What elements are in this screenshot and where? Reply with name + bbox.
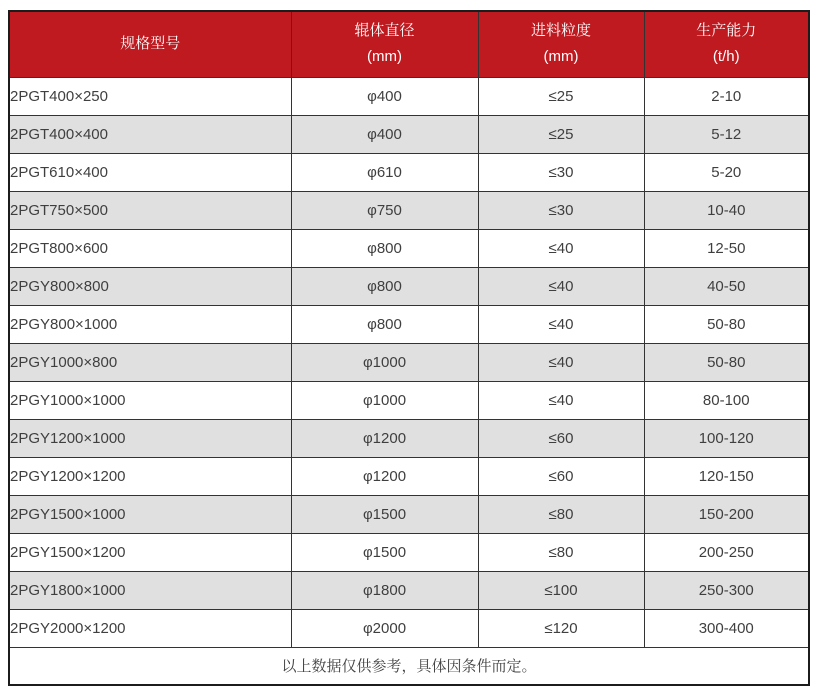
cell-feed-size: ≤60 [478, 419, 644, 457]
table-row [9, 419, 809, 457]
cell-roller-diameter: φ800 [291, 267, 478, 305]
cell-feed-size: ≤30 [478, 191, 644, 229]
col-header-capacity-unit: (t/h) [712, 48, 740, 66]
col-header-roller-diameter-unit: (mm) [367, 48, 402, 66]
cell-model: 2PGY1000×800 [9, 343, 291, 381]
col-header-feed-size [478, 11, 644, 77]
table-row [9, 191, 809, 229]
table-row [9, 533, 809, 571]
cell-model: 2PGT400×250 [9, 77, 291, 115]
cell-feed-size: ≤120 [478, 609, 644, 647]
cell-roller-diameter: φ2000 [291, 609, 478, 647]
cell-roller-diameter: φ1200 [291, 419, 478, 457]
spec-table [8, 10, 810, 686]
cell-capacity: 50-80 [644, 305, 809, 343]
cell-roller-diameter: φ1000 [291, 343, 478, 381]
cell-roller-diameter: φ1000 [291, 381, 478, 419]
cell-capacity: 300-400 [644, 609, 809, 647]
cell-capacity: 5-20 [644, 153, 809, 191]
cell-feed-size: ≤25 [478, 77, 644, 115]
cell-model: 2PGT400×400 [9, 115, 291, 153]
table-row [9, 267, 809, 305]
cell-model: 2PGY2000×1200 [9, 609, 291, 647]
table-row [9, 571, 809, 609]
cell-roller-diameter: φ610 [291, 153, 478, 191]
cell-model: 2PGT750×500 [9, 191, 291, 229]
cell-feed-size: ≤100 [478, 571, 644, 609]
cell-feed-size: ≤60 [478, 457, 644, 495]
table-row [9, 115, 809, 153]
cell-capacity: 5-12 [644, 115, 809, 153]
cell-model: 2PGT610×400 [9, 153, 291, 191]
cell-feed-size: ≤40 [478, 305, 644, 343]
cell-roller-diameter: φ1500 [291, 495, 478, 533]
cell-roller-diameter: φ750 [291, 191, 478, 229]
cell-feed-size: ≤80 [478, 495, 644, 533]
cell-model: 2PGY1500×1200 [9, 533, 291, 571]
cell-feed-size: ≤40 [478, 229, 644, 267]
cell-model: 2PGY1200×1000 [9, 419, 291, 457]
cell-model: 2PGY1800×1000 [9, 571, 291, 609]
footer-note: 以上数据仅供参考，具体因条件而定。 [9, 647, 809, 685]
cell-model: 2PGY800×1000 [9, 305, 291, 343]
col-header-feed-size-label: 进料粒度 [530, 22, 591, 40]
cell-model: 2PGT800×600 [9, 229, 291, 267]
table-row [9, 381, 809, 419]
cell-roller-diameter: φ1800 [291, 571, 478, 609]
col-header-feed-size-unit: (mm) [543, 48, 579, 66]
cell-capacity: 200-250 [644, 533, 809, 571]
table-row [9, 343, 809, 381]
footer-row [9, 647, 809, 685]
col-header-model-label: 规格型号 [120, 35, 181, 53]
cell-roller-diameter: φ1200 [291, 457, 478, 495]
cell-capacity: 80-100 [644, 381, 809, 419]
table-row [9, 457, 809, 495]
header-row [9, 11, 809, 77]
col-header-capacity [644, 11, 809, 77]
table-row [9, 609, 809, 647]
col-header-capacity-label: 生产能力 [696, 22, 757, 40]
table-row [9, 305, 809, 343]
table-footer [9, 647, 809, 685]
cell-roller-diameter: φ800 [291, 305, 478, 343]
col-header-model [9, 11, 291, 77]
table-row [9, 77, 809, 115]
cell-feed-size: ≤30 [478, 153, 644, 191]
cell-roller-diameter: φ400 [291, 115, 478, 153]
table-header [9, 11, 809, 77]
cell-model: 2PGY1000×1000 [9, 381, 291, 419]
table-row [9, 153, 809, 191]
cell-model: 2PGY800×800 [9, 267, 291, 305]
cell-capacity: 120-150 [644, 457, 809, 495]
table-row [9, 229, 809, 267]
col-header-roller-diameter [291, 11, 478, 77]
cell-capacity: 10-40 [644, 191, 809, 229]
cell-roller-diameter: φ800 [291, 229, 478, 267]
cell-capacity: 50-80 [644, 343, 809, 381]
cell-model: 2PGY1500×1000 [9, 495, 291, 533]
spec-table-container [8, 10, 808, 686]
cell-roller-diameter: φ1500 [291, 533, 478, 571]
table-row [9, 495, 809, 533]
cell-feed-size: ≤40 [478, 381, 644, 419]
col-header-roller-diameter-label: 辊体直径 [354, 22, 415, 40]
cell-roller-diameter: φ400 [291, 77, 478, 115]
cell-capacity: 100-120 [644, 419, 809, 457]
cell-feed-size: ≤40 [478, 267, 644, 305]
cell-capacity: 150-200 [644, 495, 809, 533]
cell-capacity: 12-50 [644, 229, 809, 267]
cell-capacity: 40-50 [644, 267, 809, 305]
table-body [9, 77, 809, 647]
cell-model: 2PGY1200×1200 [9, 457, 291, 495]
cell-capacity: 2-10 [644, 77, 809, 115]
cell-feed-size: ≤40 [478, 343, 644, 381]
cell-feed-size: ≤80 [478, 533, 644, 571]
cell-capacity: 250-300 [644, 571, 809, 609]
cell-feed-size: ≤25 [478, 115, 644, 153]
